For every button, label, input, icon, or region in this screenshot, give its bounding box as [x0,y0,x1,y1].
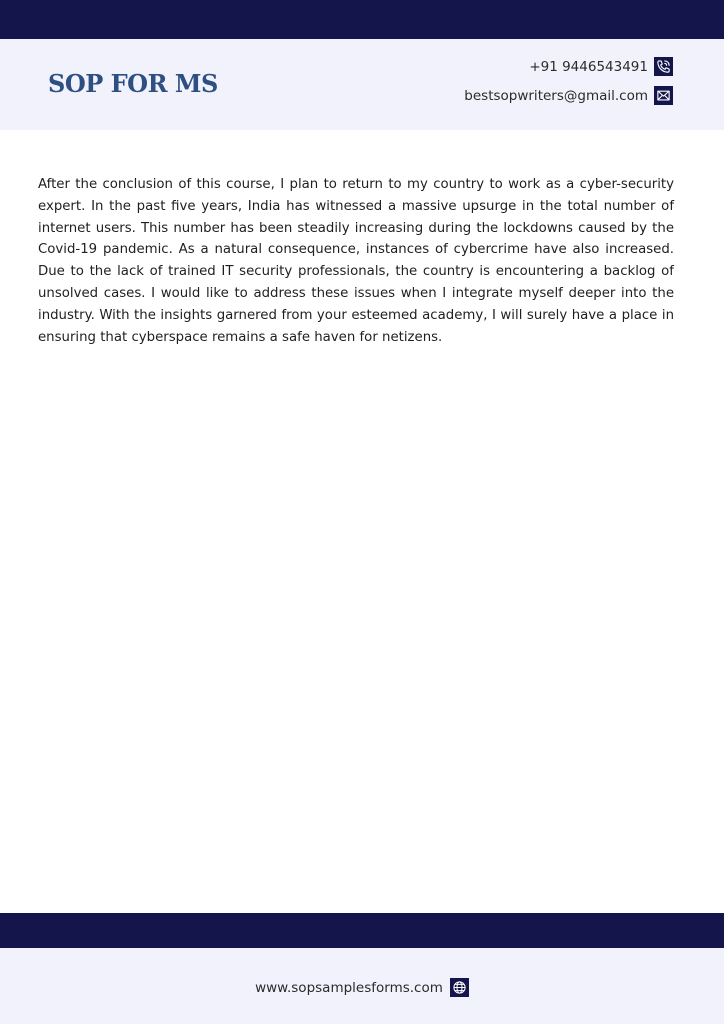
page-title: SOP FOR MS [48,69,218,98]
phone-contact [529,57,673,76]
phone-icon [654,57,673,76]
globe-icon [450,978,469,997]
email-contact [464,86,673,105]
email-address: bestsopwriters@gmail.com [464,87,648,104]
body-paragraph: After the conclusion of this course, I plan to return to my country to work as a cyber-security expert. In the past five years, India has witnessed a massive upsurge in the total number of internet users. This number has been steadily increasing during the lockdowns caused by the Covid-19 pandemic. As a natural consequence, instances of cybercrime have also increased. Due to the lack of trained IT security professionals, the country is encountering a backlog of unsolved cases. I would like to address these issues when I integrate myself deeper into the industry. With the insights garnered from your esteemed academy, I will surely have a place in ensuring that cyberspace remains a safe haven for netizens. [38,177,674,345]
website-link[interactable]: www.sopsamplesforms.com [255,979,443,996]
header [0,39,724,130]
website-contact [0,978,724,997]
footer [0,948,724,1024]
top-band [0,0,724,39]
phone-number: +91 9446543491 [529,58,648,75]
bottom-band [0,913,724,948]
envelope-icon [654,86,673,105]
